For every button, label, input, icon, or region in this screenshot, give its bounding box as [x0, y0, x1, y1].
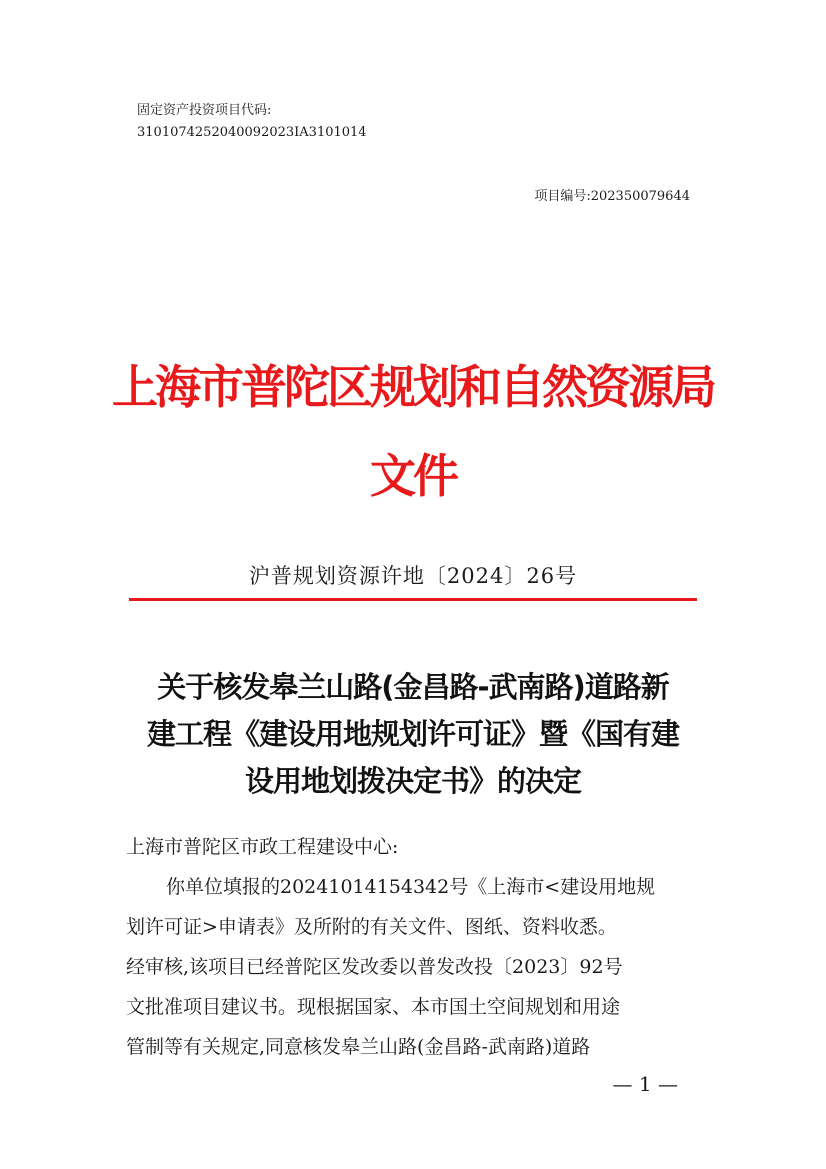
addressee: 上海市普陀区市政工程建设中心:	[126, 836, 399, 858]
page-number: — 1 —	[612, 1072, 678, 1096]
fixed-asset-code-label: 固定资产投资项目代码:	[137, 103, 272, 118]
document-number: 沪普规划资源许地〔2024〕26号	[248, 564, 578, 588]
project-number: 项目编号:202350079644	[534, 189, 690, 204]
title-line: 建工程《建设用地规划许可证》暨《国有建	[146, 717, 679, 751]
body-line: 经审核,该项目已经普陀区发改委以普发改投〔2023〕92号	[126, 956, 623, 978]
body-line: 划许可证>申请表》及所附的有关文件、图纸、资料收悉。	[126, 916, 617, 938]
document-type: 文件	[370, 449, 456, 503]
title-line: 关于核发皋兰山路(金昌路-武南路)道路新	[157, 670, 669, 704]
body-line: 你单位填报的20241014154342号《上海市<建设用地规	[166, 876, 656, 898]
title-line: 设用地划拨决定书》的决定	[244, 764, 581, 798]
red-divider	[129, 598, 697, 601]
document-body	[126, 827, 706, 1067]
document-title	[118, 664, 708, 805]
body-line: 文批准项目建议书。现根据国家、本市国土空间规划和用途	[126, 996, 621, 1018]
fixed-asset-code: 3101074252040092023IA3101014	[137, 125, 367, 140]
issuing-organization: 上海市普陀区规划和自然资源局	[112, 360, 714, 414]
body-line: 管制等有关规定,同意核发皋兰山路(金昌路-武南路)道路	[126, 1036, 591, 1058]
